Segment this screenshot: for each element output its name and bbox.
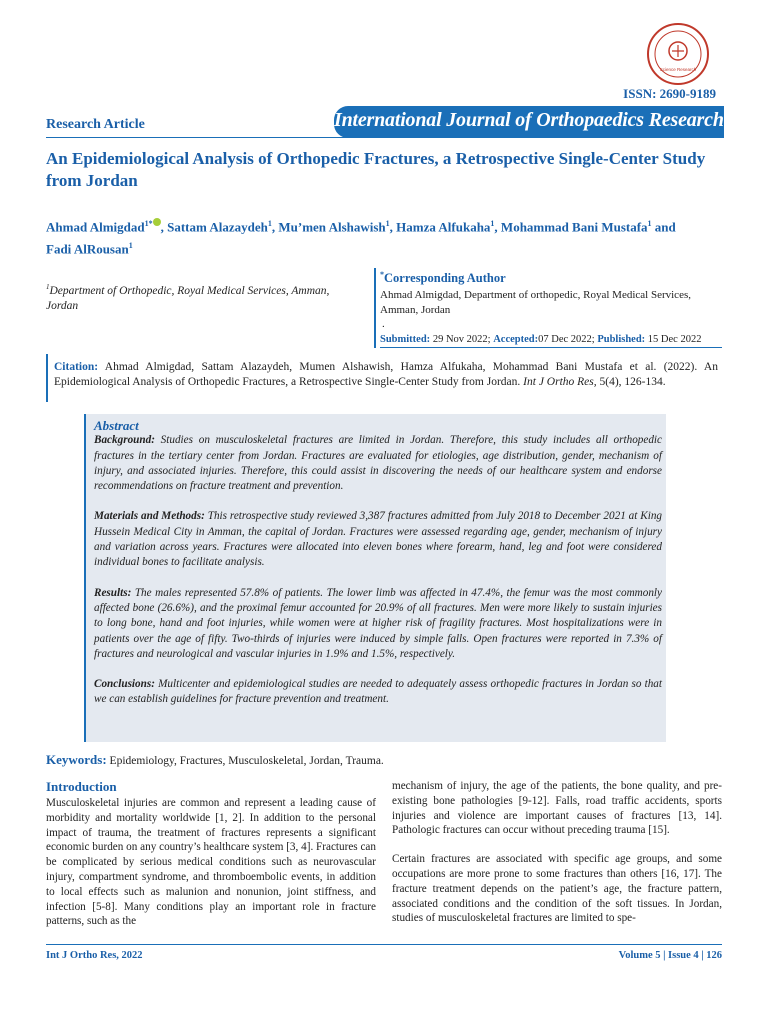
conclusions-label: Conclusions: [94,678,155,691]
author-name: Hamza Alfukaha [396,219,491,235]
published-date: 15 Dec 2022 [647,334,702,345]
conclusions-text: Multicenter and epidemiological studies are needed to adequately assess orthopedic fractures in Jordan so that we can establish guidelines for fracture prevention and treatment. [94,678,662,706]
author-sup: 1 [385,219,390,228]
author-sup: 1* [144,219,153,228]
orcid-icon[interactable] [153,218,161,226]
author-name: Mohammad Bani Mustafa [500,219,648,235]
issn: ISSN: 2690-9189 [623,86,716,101]
keywords-text: Epidemiology, Fractures, Musculoskeletal, Jordan, Trauma. [109,755,384,767]
author-name: Ahmad Almigdad [46,219,145,235]
authors-and: and [654,219,676,235]
citation [54,360,718,390]
author-sup: 1 [128,241,133,251]
dates-divider [380,347,722,348]
citation-label: Citation: [54,361,99,373]
journal-logo [640,20,716,88]
footer-journal: Int J Ortho Res, 2022 [46,950,143,961]
dates-line: Submitted: 29 Nov 2022; Accepted:07 Dec 2022; Published: 15 Dec 2022 [380,334,702,345]
journal-title: International Journal of Orthopaedics Research [334,109,724,131]
background-text: Studies on musculoskeletal fractures are limited in Jordan. Therefore, this study includes all orthopedic fractures in the tertiary center from Jordan. Fractures are evaluated for etiologies, age distribution, gender, mechanism of injury, and associated injuries. Therefore, this could assist in discovering the needs of our healthcare system and endorse recommendations on fracture treatment and prevention. [94,434,663,493]
footer-divider [46,944,722,945]
corresponding-heading [380,270,506,286]
affiliation-sup: 1 [46,283,50,291]
paper-title: An Epidemiological Analysis of Orthopedic Fractures, a Retrospective Single-Center Study from Jordan [46,149,706,190]
submitted-date: 29 Nov 2022 [432,334,488,345]
logo-text: Science Research [659,67,697,72]
header-divider [46,137,722,138]
citation-bar [46,354,48,402]
keywords [46,752,384,768]
affiliation [46,280,362,314]
methods-label: Materials and Methods: [94,510,205,523]
intro-paragraph: mechanism of injury, the age of the patients, the bone quality, and pre-existing bone pathologies [9-12]. Falls, road traffic accidents, sports injuries and violence are important causes of fractures [13, 14]. Pathologic fractures can occur without preceding trauma [15]. [392,780,722,837]
corresponding-text: Ahmad Almigdad, Department of orthopedic, Royal Medical Services, Amman, Jordan [380,289,691,316]
corresponding-heading-text: Corresponding Author [384,271,506,286]
abstract-heading: Abstract [94,418,139,433]
corresponding-dot: . [382,318,385,330]
citation-volume: 5(4), 126-134. [599,376,666,388]
affiliation-text: Department of Orthopedic, Royal Medical Services, Amman, Jordan [46,284,330,312]
intro-column-2 [392,779,722,940]
corresponding-bar [374,268,376,348]
intro-column-1: Musculoskeletal injuries are common and represent a leading cause of morbidity and mortality worldwide [1, 2]. In addition to the personal impact of trauma, the treatment of fractures represents a significant economic burden on any country’s healthcare system [3, 4]. Fractures can be complicated by serious medical conditions such as neurovascular injury, compartment syndrome, and thromboembolic events, in addition to local effects such as malunion and nonunion, joint stiffness, and infection [5-8]. Many conditions play an important role in fracture patterns, such as the [46,797,376,928]
footer-volume: Volume 5 | Issue 4 | 126 [618,950,722,961]
citation-journal: Int J Ortho Res, [523,376,597,388]
published-label: Published: [597,334,646,345]
corresponding-sup: * [380,270,384,279]
accepted-date: 07 Dec 2022 [538,334,592,345]
methods-text: This retrospective study reviewed 3,387 fractures admitted from July 2018 to December 2021 at King Hussein Medical City in Amman, the capital of Jordan. Fractures were assessed regarding age, gender, mechanism of injury and variation across years. Fractures were allocated into eleven bones where forearm, hand, leg and foot were considered individual bones to facilitate analysis. [94,510,663,569]
accepted-label: Accepted: [493,334,539,345]
results-label: Results: [94,586,132,599]
author-name: Mu’men Alshawish [278,219,386,235]
author-sup: 1 [267,219,272,228]
submitted-label: Submitted: [380,334,431,345]
author-sup: 1 [490,219,495,228]
author-list: Ahmad Almigdad$^{1*}$ , Sattam Alazaydeh$^1$, Mu’men Alshawish$^1$, Hamza Alfukaha$^1$, Mohammad Bani Mustafa$^1$ and Fadi AlRousan$^1$ [46,219,676,257]
intro-paragraph: Certain fractures are associated with specific age groups, and some occupations are more prone to some fractures than others [16, 17]. The fracture treatment depends on the patient’s age, the fracture pattern, associated conditions and the condition of the soft tissues. In Jordan, studies of musculoskeletal fractures are limited to spe- [392,853,722,925]
background-label: Background: [94,434,155,447]
keywords-label: Keywords: [46,752,107,767]
author-sup: 1 [647,219,652,228]
intro-heading: Introduction [46,779,117,794]
abstract-content [94,418,662,723]
author-name: Sattam Alazaydeh [167,219,268,235]
results-text: The males represented 57.8% of patients. The lower limb was affected in 47.4%, the femur was the most commonly affected bone (26.6%), and the proximal femur accounted for 20.9% of all fractures. Men were more likely to sustain injuries to long bone, hand and foot injuries, while women were at higher risk of fragility fractures. Most hospitalizations were in patients over the age of fifty. Two-thirds of injuries were induced by simple falls. Open fractures were reported in 7.3% of fractures and neurological and vascular injuries in 1.9% and 1.5%, respectively. [94,586,663,660]
article-type: Research Article [46,117,145,132]
author-name: Fadi AlRousan [46,241,129,257]
citation-text: Ahmad Almigdad, Sattam Alazaydeh, Mumen Alshawish, Hamza Alfukaha, Mohammad Bani Mustafa et al. (2022). An Epidemiological Analysis of Orthopedic Fractures, a Retrospective Single-Center Study from Jordan. [54,361,718,388]
